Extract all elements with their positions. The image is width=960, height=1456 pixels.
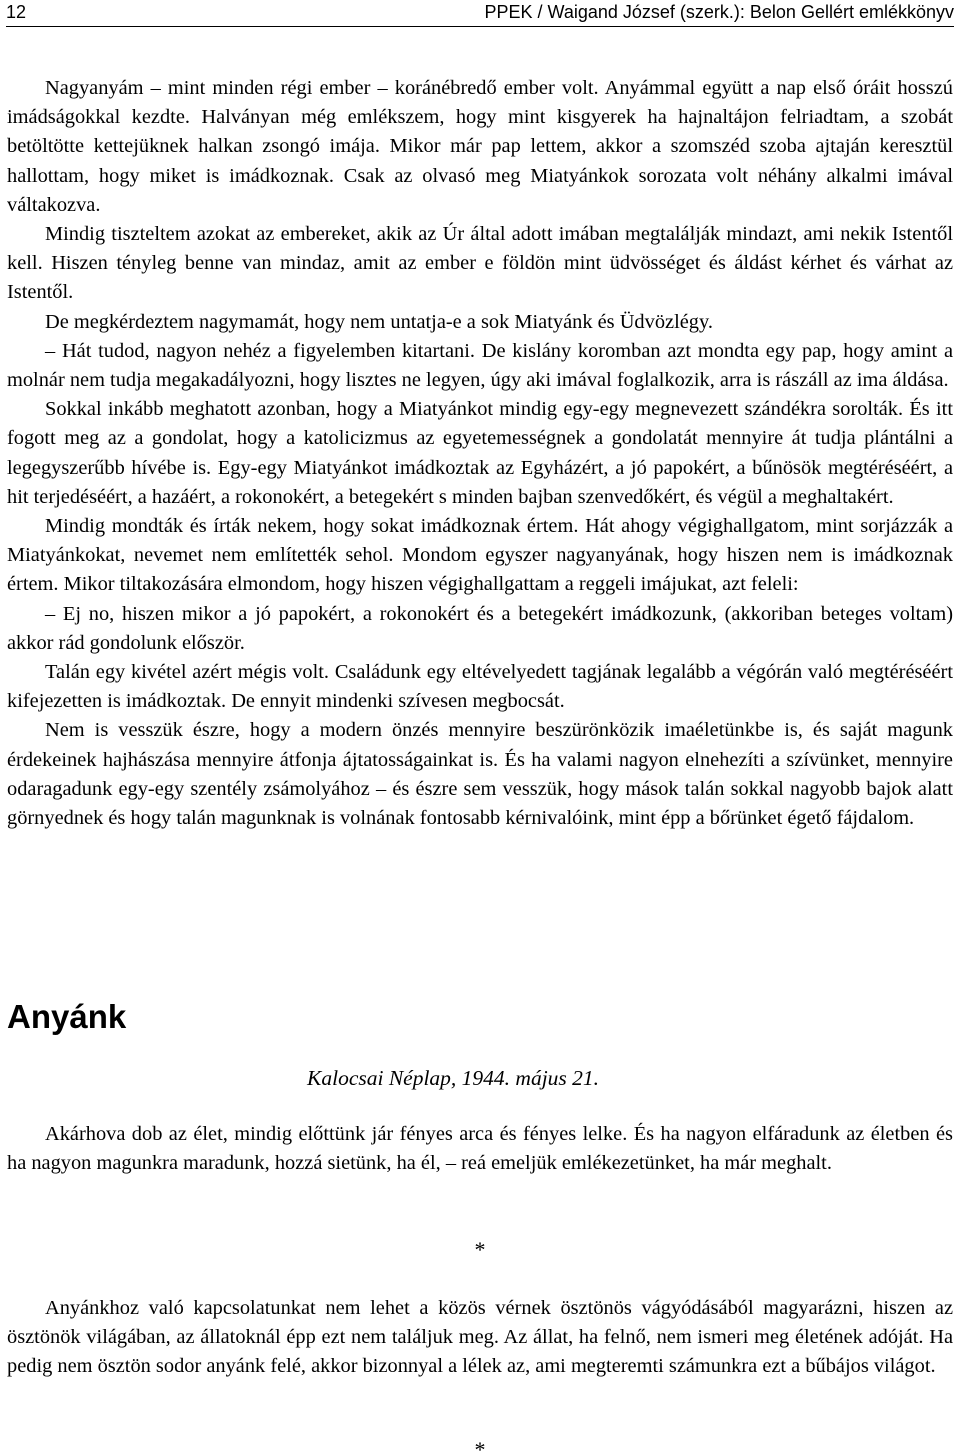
paragraph: Mindig tiszteltem azokat az embereket, akik az Úr által adott imában megtalálják mindazt, ami nekik Istentől kell. Hiszen tényleg benne van mindaz, amit az ember e földön mint üdvösséget és áldást kérhet és várhat az Istentől. [7, 223, 953, 304]
section-text-a [7, 1120, 953, 1178]
paragraph: Nagyanyám – mint minden régi ember – koránébredő ember volt. Anyámmal együtt a nap első óráit hosszú imádságokkal kezdte. Halványan még emlékszem, hogy mint kisgyerek ha hajnaltájon felriadtam, a szobát betöltötte kettejüknek halkan zsongó imája. Mikor már pap lettem, akkor a szomszéd szoba ajtaján keresztül hallottam, hogy miket is imádkoznak. Csak az olvasó meg Miatyánkok sorozata volt néhány alkalmi imával váltakozva. [7, 77, 953, 216]
paragraph: De megkérdeztem nagymamát, hogy nem untatja-e a sok Miatyánk és Üdvözlégy. [45, 310, 713, 333]
section-text-b [7, 1294, 953, 1382]
running-header [6, 0, 954, 27]
paragraph: – Hát tudod, nagyon nehéz a figyelemben kitartani. De kislány koromban azt mondta egy pap, hogy amint a molnár nem tudja megakadályozni, hogy lisztes ne legyen, úgy aki imával foglalkozik, arra is rászáll az ima áldása. [7, 339, 953, 392]
paragraph: Sokkal inkább meghatott azonban, hogy a Miatyánkot mindig egy-egy megnevezett szándékra sorolták. És itt fogott meg az a gondolat, hogy a katolicizmus az egyetemességnek a gondolatát mennyire át tudja plántálni a legegyszerűbb hívébe is. Egy-egy Miatyánkot imádkoztak az Egyházért, a jó papokért, a bűnösök megtéréséért, a hit terjedéséért, a hazáért, a rokonokért, a betegekért s minden bajban szenvedőkért, és végül a meghaltakért. [7, 398, 953, 508]
paragraph: Anyánkhoz való kapcsolatunkat nem lehet a közös vérnek ösztönös vágyódásából magyarázni, hiszen az ösztönök világában, az állatoknál épp ezt nem találjuk meg. Az állat, ha felnő, nem ismeri meg életének adóját. Ha pedig nem ösztön sodor anyánk felé, akkor bizonnyal a lélek az, ami megteremti számunkra ezt a bűbájos világot. [7, 1297, 953, 1378]
page-number: 12 [6, 2, 27, 22]
paragraph: Mindig mondták és írták nekem, hogy sokat imádkoznak értem. Hát ahogy végighallgatom, mint sorjázzák a Miatyánkokat, nevemet nem említették sehol. Mondom egyszer nagyanyának, hogy hiszen nem is imádkoznak értem. Mikor tiltakozására elmondom, hogy hiszen végighallgattam a reggeli imájukat, azt feleli: [7, 515, 953, 596]
body-text [7, 74, 953, 833]
source-citation: Kalocsai Néplap, 1944. május 21. [307, 1066, 600, 1090]
section-heading: Anyánk [7, 998, 127, 1035]
paragraph: Akárhova dob az élet, mindig előttünk jár fényes arca és fényes lelke. És ha nagyon elfáradunk az életben és ha nagyon magunkra maradunk, hozzá sietünk, ha él, – reá emeljük emlékezetünket, ha már meghalt. [7, 1123, 953, 1175]
asterisk-separator: * [474, 1237, 486, 1262]
paragraph: Nem is vesszük észre, hogy a modern önzés mennyire beszürönközik imaéletünkbe is, és saját magunk érdekeinek hajhászása mennyire átfonja ájtatosságainkat is. És ha valami nagyon elnehezíti a szívünket, mennyire odaragadunk egy-egy szentély zsámolyához – és észre sem vesszük, hogy mások talán sokkal nagyobb bajok alatt görnyednek és hogy talán magunknak is volnának fontosabb kérnivalóink, mint épp a bőrünket égető fájdalom. [7, 719, 953, 830]
paragraph: – Ej no, hiszen mikor a jó papokért, a rokonokért és a betegekért imádkozunk, (akkoriban beteges voltam) akkor rád gondolunk először. [7, 602, 953, 654]
paragraph: Talán egy kivétel azért mégis volt. Családunk egy eltévelyedett tagjának legalább a végórán való megtéréséért kifejezetten is imádkoztak. De ennyit mindenki szívesen megbocsát. [7, 661, 953, 713]
asterisk-separator: * [474, 1437, 486, 1456]
running-title: PPEK / Waigand József (szerk.): Belon Gellért emlékkönyv [484, 2, 954, 22]
